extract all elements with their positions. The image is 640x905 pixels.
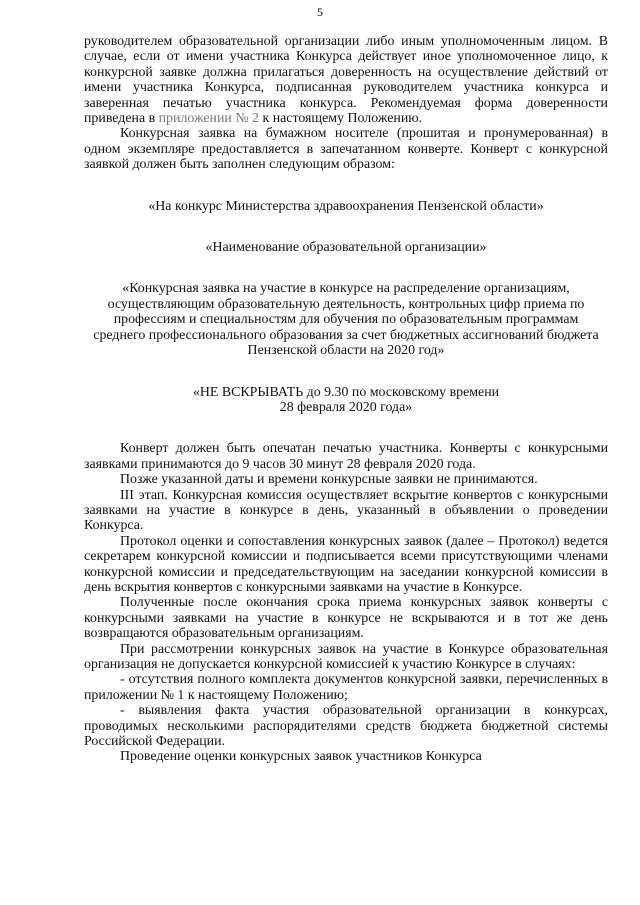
paragraph-envelope-seal: Конверт должен быть опечатан печатью участника. Конверты с конкурсными заявками принимаются до 9 часов 30 минут 28 февраля 2020 года. xyxy=(84,441,608,472)
paragraph-stage-three: III этап. Конкурсная комиссия осуществляет вскрытие конвертов с конкурсными заявками на участие в конкурсе в день, указанный в объявлении о проведении Конкурса. xyxy=(84,487,608,534)
list-item-missing-documents: - отсутствия полного комплекта документов конкурсной заявки, перечисленных в приложении № 1 к настоящему Положению; xyxy=(84,672,608,703)
paragraph-rejection-cases: При рассмотрении конкурсных заявок на участие в Конкурсе образовательная организация не допускается конкурсной комиссией к участию Конкурсе в случаях: xyxy=(84,641,608,672)
list-item-multiple-contests: - выявления факта участия образовательной организации в конкурсах, проводимых несколькими распорядителями средств бюджета бюджетной системы Российской Федерации. xyxy=(84,703,608,750)
paragraph-evaluation: Проведение оценки конкурсных заявок участников Конкурса xyxy=(120,749,482,765)
document-body xyxy=(84,34,608,765)
envelope-line-application: «Конкурсная заявка на участие в конкурсе на распределение организациям, осуществляющим образовательную деятельность, контрольных цифр приема по профессиям и специальностям для обучения по образовательным программам среднего профессионального образования за счет бюджетных ассигнований бюджета Пензенской области на 2020 год» xyxy=(93,281,599,359)
paragraph-late-envelopes: Полученные после окончания срока приема конкурсных заявок конверты с конкурсными заявками на участие в конкурсе не вскрываются и в тот же день возвращаются образовательным организациям. xyxy=(84,595,608,642)
envelope-line-ministry: «На конкурс Министерства здравоохранения Пензенской области» xyxy=(148,198,544,214)
page-number: 5 xyxy=(317,5,323,19)
envelope-line-do-not-open: «НЕ ВСКРЫВАТЬ до 9.30 по московскому времени xyxy=(192,384,500,400)
envelope-line-date: 28 февраля 2020 года» xyxy=(279,399,413,415)
envelope-line-organization: «Наименование образовательной организации» xyxy=(205,240,487,256)
paragraph-protocol: Протокол оценки и сопоставления конкурсных заявок (далее – Протокол) ведется секретарем конкурсной комиссии и подписывается всеми присутствующими членами конкурсной комиссии и председательствующим на заседании конкурсной комиссии в день вскрытия конвертов с конкурсными заявками на участие в Конкурсе. xyxy=(84,533,608,595)
paragraph-power-of-attorney: руководителем образовательной организации либо иным уполномоченным лицом. В случае, если от имени участника Конкурса действует иное уполномоченное лицо, к конкурсной заявке должна прилагаться доверенность на осуществление действий от имени участника Конкурса, подписанная руководителем участника конкурса и заверенная печатью участника конкурса. Рекомендуемая форма доверенности приведена в приложении № 2 к настоящему Положению. xyxy=(84,34,608,127)
appendix-reference: приложении № 2 xyxy=(158,111,259,127)
paragraph-envelope-instructions: Конкурсная заявка на бумажном носителе (прошитая и пронумерованная) в одном экземпляре предоставляется в запечатанном конверте. Конверт с конкурсной заявкой должен быть заполнен следующим образом: xyxy=(84,126,608,173)
paragraph-late-applications: Позже указанной даты и времени конкурсные заявки не принимаются. xyxy=(120,472,538,488)
